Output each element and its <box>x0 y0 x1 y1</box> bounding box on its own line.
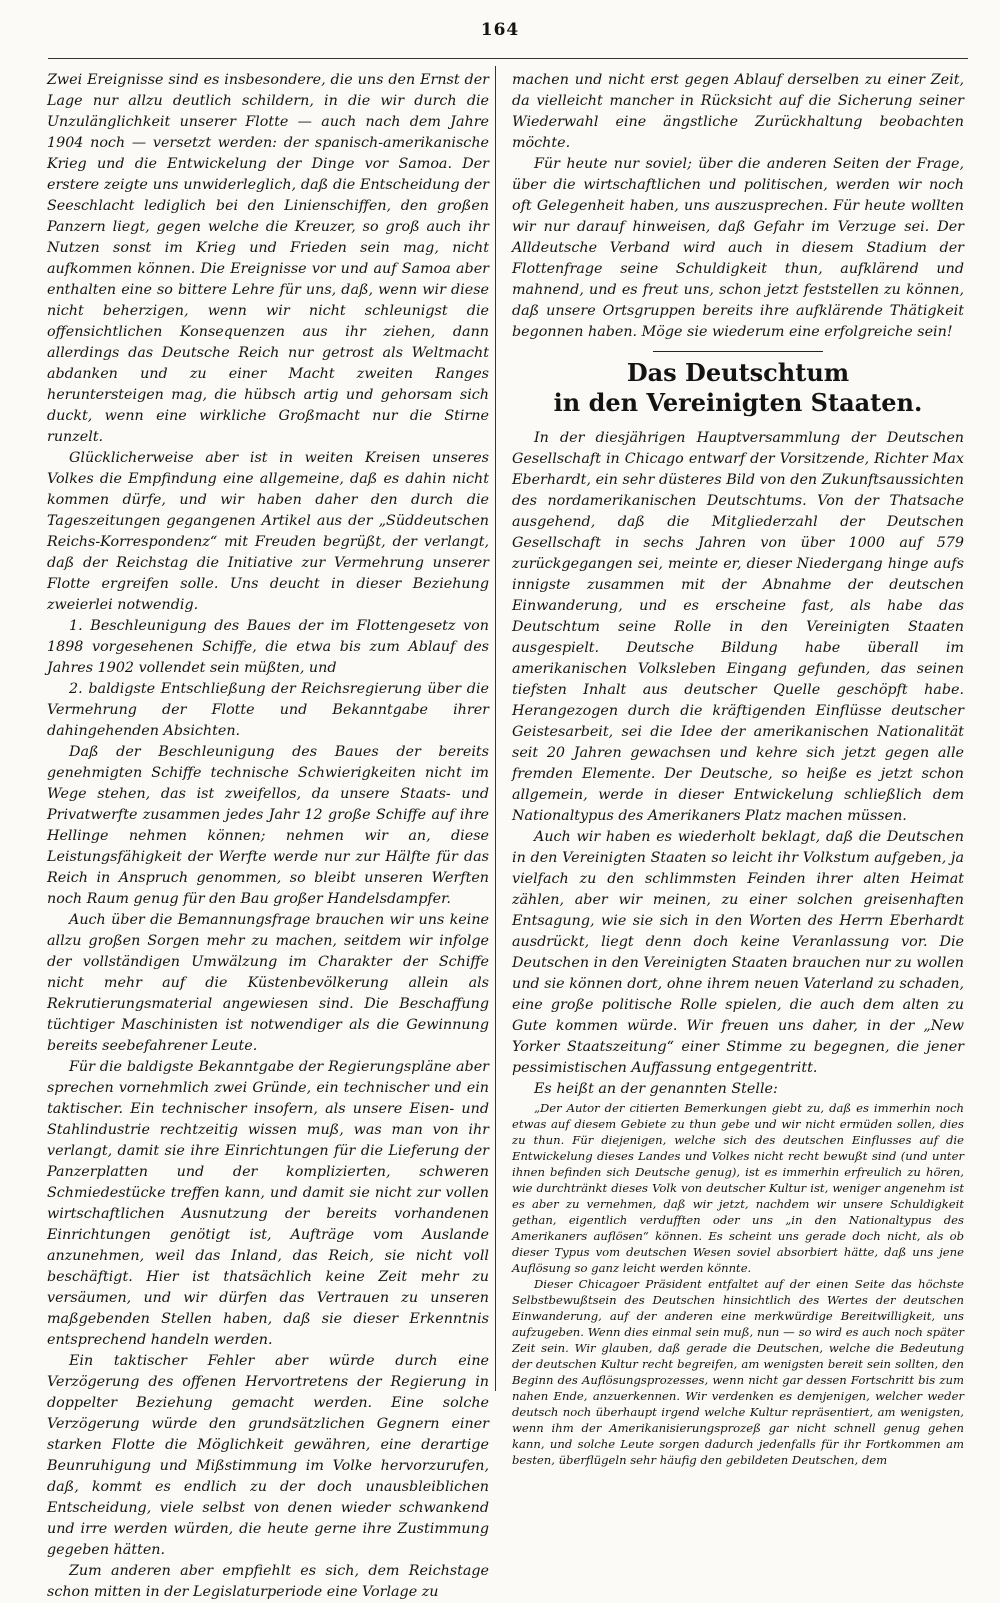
paragraph: Auch wir haben es wiederholt beklagt, daß die Deutschen in den Vereinigten Staaten so leicht ihr Volkstum aufgeben, ja vielfach zu den schlimmsten Feinden ihrer alten Heimat zählen, aber wir meinen, zu einer solchen greisenhaften Entsagung, wie sie sich in den Worten des Herrn Eberhardt ausdrückt, liegt denn doch keine Veranlassung vor. Die Deutschen in den Vereinigten Staaten brauchen nur zu wollen und sie können dort, ohne ihrem neuen Vaterland zu schaden, eine große politische Rolle spielen, die auch dem alten zu Gute kommen würde. Wir freuen uns daher, in der „New Yorker Staatszeitung“ einer Stimme zu begegnen, die jener pessimistischen Auffassung entgegentritt. <box>512 829 964 1076</box>
quote-paragraph: „Der Autor der citierten Bemerkungen giebt zu, daß es immerhin noch etwas auf diesem Gebiete zu thun gebe und wir nicht ermüden sollen, dies zu thun. Für diejenigen, welche sich des deutschen Einflusses auf die Entwickelung dieses Landes und Volkes nicht recht bewußt sind (und unter ihnen befinden sich Deutsche genug), ist es immerhin erfreulich zu hören, wie durchtränkt dieses Volk von deutscher Kultur ist, weniger angenehm ist es aber zu vernehmen, daß wir jetzt, nachdem wir unsere Schuldigkeit gethan, eigentlich verdufften oder uns „in den Nationaltypus des Amerikaners auflösen“ können. Es scheint uns gerade doch nicht, als ob dieser Typus vom deutschen Wesen soviel absorbiert hätte, daß uns jene Auflösung so ganz leicht werden könnte. <box>512 1101 964 1275</box>
paragraph: Ein taktischer Fehler aber würde durch eine Verzögerung des offenen Hervortretens der Regierung in doppelter Beziehung gemacht werden. Eine solche Verzögerung würde den grundsätzlichen Gegnern einer starken Flotte die Möglichkeit gewähren, eine derartige Beunruhigung und Mißstimmung im Volke hervorzurufen, daß, kommt es endlich zu der doch unausbleiblichen Entscheidung, viele selbst von denen wieder schwankend und irre werden würden, die heute gerne ihre Zustimmung gegeben hätten. <box>47 1353 489 1558</box>
paragraph: Für heute nur soviel; über die anderen Seiten der Frage, über die wirtschaftlichen und politischen, werden wir noch oft Gelegenheit haben, uns auszusprechen. Für heute wollten wir nur darauf hinweisen, daß Gefahr im Verzuge sei. Der Alldeutsche Verband wird auch in diesem Stadium der Flottenfrage seine Schuldigkeit thun, aufklärend und mahnend, und es freut uns, schon jetzt feststellen zu können, daß unsere Ortsgruppen bereits ihre aufklärende Thätigkeit begonnen haben. Möge sie wiederum eine erfolgreiche sein! <box>512 156 964 340</box>
column-divider <box>495 66 496 1391</box>
section-separator <box>653 351 823 352</box>
left-column <box>47 70 489 1603</box>
paragraph: machen und nicht erst gegen Ablauf derselben zu einer Zeit, da vielleicht mancher in Rücksicht auf die Sicherung seiner Wiederwahl eine ängstliche Zurückhaltung beobachten möchte. <box>512 72 964 151</box>
paragraph: Zwei Ereignisse sind es insbesondere, die uns den Ernst der Lage nur allzu deutlich schildern, in die wir durch die Unzulänglichkeit unserer Flotte — auch nach dem Jahre 1904 noch — versetzt werden: der spanisch-amerikanische Krieg und die Entwickelung der Dinge vor Samoa. Der erstere zeigte uns unwiderleglich, daß die Entscheidung der Seeschlacht lediglich bei den Linienschiffen, den großen Panzern liegt, gegen welche die Kreuzer, so groß auch ihr Nutzen sonst im Krieg und Frieden sein mag, nicht aufkommen können. Die Ereignisse vor und auf Samoa aber enthalten eine so bittere Lehre für uns, daß, wenn wir diese nicht beherzigen, wenn wir nicht schleunigst die offensichtlichen Konsequenzen aus ihr ziehen, dann allerdings das Deutsche Reich nur getrost als Weltmacht abdanken und zu einer Macht zweiten Ranges heruntersteigen mag, die hübsch artig und gehorsam sich duckt, wenn eine wirkliche Großmacht nur die Stirne runzelt. <box>47 72 489 445</box>
paragraph: Daß der Beschleunigung des Baues der bereits genehmigten Schiffe technische Schwierigkeiten nicht im Wege stehen, das ist zweifellos, da unsere Staats- und Privatwerfte zusammen jedes Jahr 12 große Schiffe auf ihre Hellinge nehmen können; nehmen wir an, diese Leistungsfähigkeit der Werfte werde nur zur Hälfte für das Reich in Anspruch genommen, so bleibt unseren Werften noch Raum genug für den Bau großer Handelsdampfer. <box>47 744 489 907</box>
page-number: 164 <box>480 20 520 40</box>
article-title-line: Das Deutschtum <box>626 358 850 387</box>
paragraph: Zum anderen aber empfiehlt es sich, dem Reichstage schon mitten in der Legislaturperiode eine Vorlage zu <box>47 1563 489 1600</box>
list-item: 2. baldigste Entschließung der Reichsregierung über die Vermehrung der Flotte und Bekanntgabe ihrer dahingehenden Absichten. <box>47 681 489 739</box>
list-item: 1. Beschleunigung des Baues der im Flottengesetz von 1898 vorgesehenen Schiffe, die etwa bis zum Ablauf des Jahres 1902 vollendet sein müßten, und <box>47 618 489 676</box>
paragraph: In der diesjährigen Hauptversammlung der Deutschen Gesellschaft in Chicago entwarf der Vorsitzende, Richter Max Eberhardt, ein sehr düsteres Bild von den Zukunftsaussichten des nordamerikanischen Deutschtums. Von der Thatsache ausgehend, daß die Mitgliederzahl der Deutschen Gesellschaft in sechs Jahren von über 1000 auf 579 zurückgegangen sei, meinte er, dieser Niedergang hinge aufs innigste zusammen mit der Abnahme der deutschen Einwanderung, und es erscheine fast, als habe das Deutschtum seine Rolle in den Vereinigten Staaten ausgespielt. Deutsche Bildung habe überall im amerikanischen Volksleben Eingang gefunden, das seinen tiefsten Inhalt aus deutscher Quelle geschöpft habe. Herangezogen durch die kräftigenden Einflüsse deutscher Geistesarbeit, sei die Idee der amerikanischen Nationalität seit 20 Jahren gewachsen und kehre sich jetzt gegen alle fremden Elemente. Der Deutsche, so heiße es jetzt schon allgemein, werde in dieser Entwickelung schließlich dem Nationaltypus des Amerikaners Platz machen müssen. <box>512 430 964 824</box>
quote-paragraph: Dieser Chicagoer Präsident entfaltet auf der einen Seite das höchste Selbstbewußtsein des Deutschen hinsichtlich des Wertes der deutschen Einwanderung, auf der anderen eine merkwürdige Bereitwilligkeit, uns aufzugeben. Wenn dies einmal sein muß, nun — so wird es auch noch später Zeit sein. Wir glauben, daß gerade die Deutschen, welche die Bedeutung der deutschen Kultur recht begreifen, am wenigsten bereit sein sollten, den Beginn des Auflösungsprozesses, wenn nicht gar dessen Fortschritt bis zum nahen Ende, anzuerkennen. Wir verdenken es demjenigen, welcher weder deutsch noch überhaupt irgend welche Kultur repräsentiert, am wenigsten, wenn ihm der Amerikanisierungsprozeß gar nicht schnell genug gehen kann, und solche Leute sorgen dadurch jedenfalls für ihr Fortkommen am besten, überflügeln sehr häufig den gebildeten Deutschen, dem <box>512 1277 964 1467</box>
paragraph: Auch über die Bemannungsfrage brauchen wir uns keine allzu großen Sorgen mehr zu machen, seitdem wir infolge der vollständigen Umwälzung im Charakter der Schiffe nicht mehr auf die Küstenbevölkerung allein als Rekrutierungsmaterial angewiesen sind. Die Beschaffung tüchtiger Maschinisten ist notwendiger als die Gewinnung bereits seebefahrener Leute. <box>47 912 489 1054</box>
paragraph: Glücklicherweise aber ist in weiten Kreisen unseres Volkes die Empfindung eine allgemeine, daß es dahin nicht kommen dürfe, und wir haben daher den durch die Tageszeitungen gegangenen Artikel aus der „Süddeutschen Reichs-Korrespondenz“ mit Freuden begrüßt, der verlangt, daß der Reichstag die Initiative zur Vermehrung unserer Flotte ergreifen solle. Uns deucht in dieser Beziehung zweierlei notwendig. <box>47 450 489 613</box>
article-title <box>512 358 964 418</box>
right-column <box>512 70 964 1468</box>
header-rule <box>48 58 968 59</box>
paragraph: Für die baldigste Bekanntgabe der Regierungspläne aber sprechen vornehmlich zwei Gründe, ein technischer und ein taktischer. Ein technischer insofern, als unsere Eisen- und Stahlindustrie rechtzeitig wissen muß, was man von ihr verlangt, damit sie ihre Einrichtungen für die Lieferung der Panzerplatten und der komplizierten, schweren Schmiedestücke treffen kann, und damit sie nicht zur vollen wirtschaftlichen Ausnutzung der bereits vorhandenen Einrichtungen genötigt ist, Aufträge vom Auslande anzunehmen, weil das Inland, das Reich, sie nicht voll beschäftigt. Hier ist thatsächlich keine Zeit mehr zu versäumen, und wir dürfen das Vertrauen zu unseren maßgebenden Stellen haben, daß sie dieser Erkenntnis entsprechend handeln werden. <box>47 1059 489 1348</box>
paragraph: Es heißt an der genannten Stelle: <box>534 1081 778 1097</box>
article-title-line: in den Vereinigten Staaten. <box>553 388 923 417</box>
